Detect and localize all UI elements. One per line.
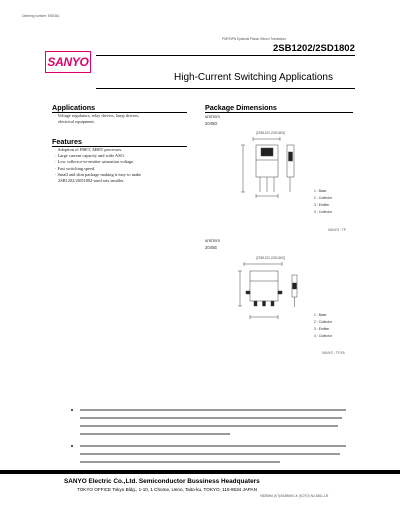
pkg2-pin: 4 : Collector [314,334,333,338]
features-line: · Large current capacity and wide ASO. [55,153,125,159]
features-line: · Fast switching speed. [55,165,96,171]
pkg1-part-label: [2SB1202,2SD1802] [256,131,286,135]
notice-bullet [71,409,73,411]
package-heading: Package Dimensions [205,103,277,112]
title-rule [96,88,355,89]
pkg1-pin-list [314,188,332,216]
pkg2-code: 2045E [205,245,218,250]
notice-line [80,425,338,427]
applications-line: · Voltage regulators, relay drivers, lamp drivers, [55,113,140,118]
features-line: · Adoption of FBET, MBIT processes. [55,147,123,152]
pkg1-code: 2045D [205,121,218,126]
pkg2-unit: unit:mm [205,238,220,243]
notice-line [80,453,340,455]
notice-line [80,409,346,411]
page-title: High-Current Switching Applications [174,72,333,83]
pkg1-drawing [238,136,308,236]
ordering-number: Ordering number: EN5361 [22,14,60,18]
features-line: · Small and slim package making it easy to make [55,171,142,177]
applications-list [55,113,139,125]
applications-heading: Applications [52,103,96,112]
features-heading: Features [52,137,82,146]
pkg2-pin: 2 : Collector [314,320,333,324]
pkg2-pin: 3 : Emitter [314,327,330,331]
notice-line [80,433,230,435]
pkg2-pin: 1 : Base [314,313,327,317]
part-number: 2SB1202/2SD1802 [273,43,355,54]
pkg2-part-label: [2SB1202,2SD1802] [256,256,286,260]
pkg2-pin-list [314,312,332,340]
pkg1-pin: 4 : Collector [314,210,333,214]
footer-company: SANYO Electric Co.,Ltd. Semiconductor Bussiness Headquaters [64,478,260,485]
pkg2-tag: SANYO : TP-FA [322,351,345,355]
applications-line: electrical equipment. [58,119,95,125]
pkg1-pin: 2 : Collector [314,196,333,200]
features-line: · Low collector-to-emitter saturation voltage. [55,159,135,165]
notice-bullet [71,445,73,447]
notice-line [80,417,342,419]
features-line: 2SB1202/2SD1802-used sets smaller. [58,178,125,184]
pkg1-pin: 1 : Base [314,189,327,193]
pkg1-unit: unit:mm [205,114,220,119]
footer-code: 93098HA (KT)/51896HO-K (KOTO) No.5361-1/5 [260,494,329,498]
pkg1-pin: 3 : Emitter [314,203,330,207]
footer-band [0,470,400,474]
features-list [55,147,141,184]
footer-address: TOKYO OFFICE Tokyo Bldg., 1-10, 1 Chome, Ueno, Taito-ku, TOKYO, 110-8534 JAPAN [77,487,257,492]
header-rule [96,55,355,56]
transistor-type-note: PNP/NPN Epitaxial Planar Silicon Transistors [222,37,286,41]
sanyo-logo-text: SANYO [47,55,89,69]
pkg2-drawing [236,261,308,349]
package-rule [205,112,353,113]
notice-line [80,461,280,463]
pkg1-tag: SANYO : TP [328,228,346,232]
notice-line [80,445,346,447]
sanyo-logo [45,51,91,73]
